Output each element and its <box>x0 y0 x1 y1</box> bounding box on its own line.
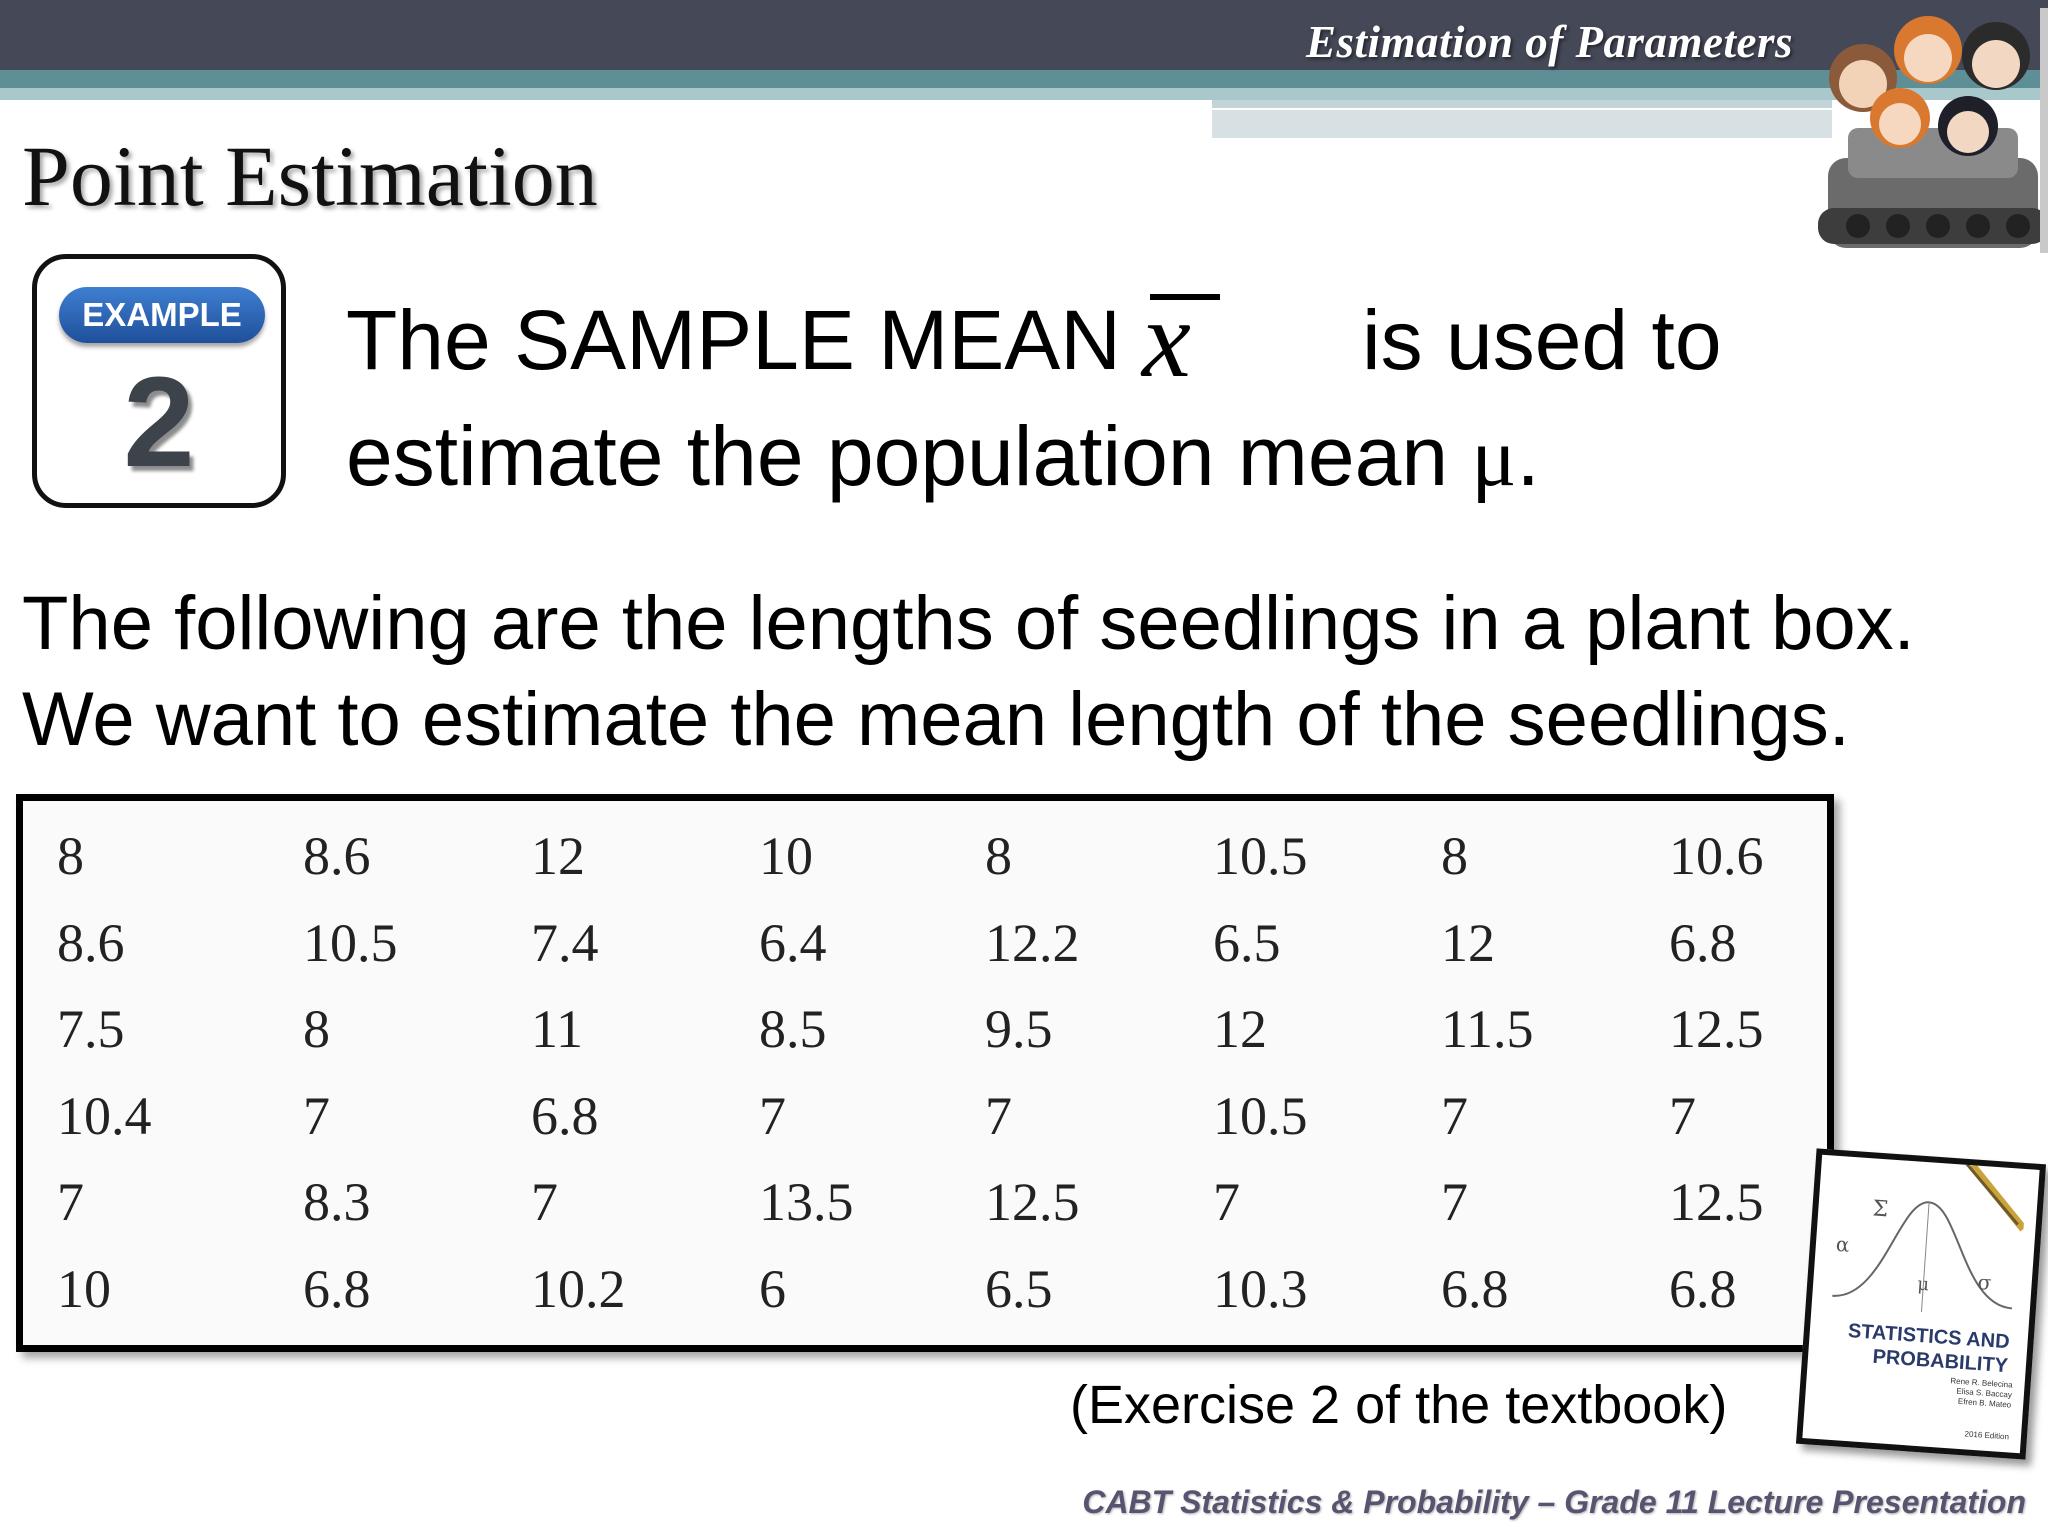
book-symbol-sigma: Σ <box>1871 1196 1889 1223</box>
table-cell: 10.2 <box>531 1258 626 1319</box>
header-stripe-accent <box>1212 100 1832 108</box>
table-cell: 10.4 <box>57 1085 152 1146</box>
example-badge <box>32 254 286 508</box>
table-row <box>23 1073 1827 1159</box>
book-authors: Rene R. Belecina Elisa S. Baccay Efren B. Mateo <box>1950 1376 2013 1410</box>
table-cell: 6.5 <box>985 1258 1053 1319</box>
table-cell: 7 <box>985 1085 1012 1146</box>
table-cell: 8.6 <box>57 912 125 973</box>
book-symbol-alpha: α <box>1835 1231 1851 1257</box>
table-cell: 7.5 <box>57 999 125 1059</box>
book-symbol-mu: μ <box>1916 1273 1930 1296</box>
table-cell: 12 <box>1213 999 1267 1059</box>
table-cell: 6.8 <box>531 1085 599 1146</box>
table-cell: 7 <box>531 1172 558 1232</box>
table-cell: 8.6 <box>303 826 371 886</box>
table-row <box>23 1159 1827 1245</box>
table-cell: 8 <box>57 826 84 886</box>
exercise-caption: (Exercise 2 of the textbook) <box>1070 1375 1728 1435</box>
table-cell: 8.3 <box>303 1172 371 1232</box>
table-cell: 10.3 <box>1213 1258 1308 1319</box>
table-cell: 6.8 <box>303 1258 371 1319</box>
example-badge-number: 2 <box>123 351 195 494</box>
page-title: Point Estimation <box>22 128 598 224</box>
table-cell: 9.5 <box>985 999 1053 1059</box>
table-cell: 8.5 <box>759 999 827 1059</box>
seedling-lengths-table <box>16 794 1834 1352</box>
table-cell: 7.4 <box>531 912 599 973</box>
table-cell: 11.5 <box>1441 999 1534 1059</box>
textbook-cover <box>1796 1148 2046 1459</box>
statement-line-1 <box>346 292 1121 389</box>
description-line-1: The following are the lengths of seedlings in a plant box. <box>22 581 1915 666</box>
mu-symbol: μ <box>1471 411 1517 504</box>
table-cell: 12.5 <box>1669 999 1764 1059</box>
table-cell: 6.5 <box>1213 912 1281 973</box>
table-cell: 8 <box>1441 826 1468 886</box>
table-cell: 10 <box>57 1258 111 1319</box>
table-row <box>23 900 1827 986</box>
table-cell: 6.8 <box>1669 1258 1737 1319</box>
table-row <box>23 986 1827 1072</box>
book-title: STATISTICS AND PROBABILITY <box>1847 1320 2011 1378</box>
table-cell: 8 <box>985 826 1012 886</box>
statement-part-1: The SAMPLE MEAN <box>346 293 1121 387</box>
table-cell: 10.5 <box>1213 826 1308 886</box>
sample-mean-symbol <box>1142 278 1227 400</box>
table-cell: 6 <box>759 1258 786 1319</box>
table-cell: 6.8 <box>1669 912 1737 973</box>
table-cell: 10 <box>759 826 813 886</box>
description-line-2: We want to estimate the mean length of the seedlings. <box>22 677 1850 762</box>
table-cell: 10.5 <box>303 912 398 973</box>
section-title: Estimation of Parameters <box>1305 17 1793 67</box>
table-cell: 6.4 <box>759 912 827 973</box>
table-cell: 7 <box>1441 1172 1468 1232</box>
header-stripe <box>0 70 2048 88</box>
example-badge-label: EXAMPLE <box>59 287 265 343</box>
table-row <box>23 1246 1827 1332</box>
table-cell: 12.5 <box>985 1172 1080 1232</box>
table-cell: 7 <box>1669 1085 1696 1146</box>
book-edition: 2016 Edition <box>1964 1429 2010 1442</box>
table-cell: 10.6 <box>1669 826 1764 886</box>
header-stripe-light <box>0 88 2048 100</box>
statement-line-2-text: estimate the population mean <box>346 409 1472 503</box>
mascot-tank-illustration <box>1818 8 2048 253</box>
table-cell: 12 <box>531 826 585 886</box>
statement-part-2: is used to <box>1362 293 1722 387</box>
table-cell: 10.5 <box>1213 1085 1308 1146</box>
book-symbol-sigma-lower: σ <box>1976 1269 1993 1295</box>
table-cell: 7 <box>303 1085 330 1146</box>
table-row <box>23 813 1827 899</box>
statement-line-2 <box>346 408 1540 506</box>
table-cell: 12.2 <box>985 912 1080 973</box>
table-cell: 7 <box>759 1085 786 1146</box>
table-cell: 6.8 <box>1441 1258 1509 1319</box>
statement-line-2-end: . <box>1516 409 1540 503</box>
table-cell: 7 <box>1213 1172 1240 1232</box>
footer-text: CABT Statistics & Probability – Grade 11 Lecture Presentation <box>1082 1484 2026 1520</box>
table-cell: 7 <box>57 1172 84 1232</box>
table-cell: 13.5 <box>759 1172 854 1232</box>
header-stripe-pale <box>1212 110 1832 138</box>
table-cell: 12 <box>1441 912 1495 973</box>
x-variable: x <box>1142 278 1191 400</box>
table-cell: 7 <box>1441 1085 1468 1146</box>
table-cell: 11 <box>531 999 583 1059</box>
table-cell: 12.5 <box>1669 1172 1764 1232</box>
table-cell: 8 <box>303 999 330 1059</box>
